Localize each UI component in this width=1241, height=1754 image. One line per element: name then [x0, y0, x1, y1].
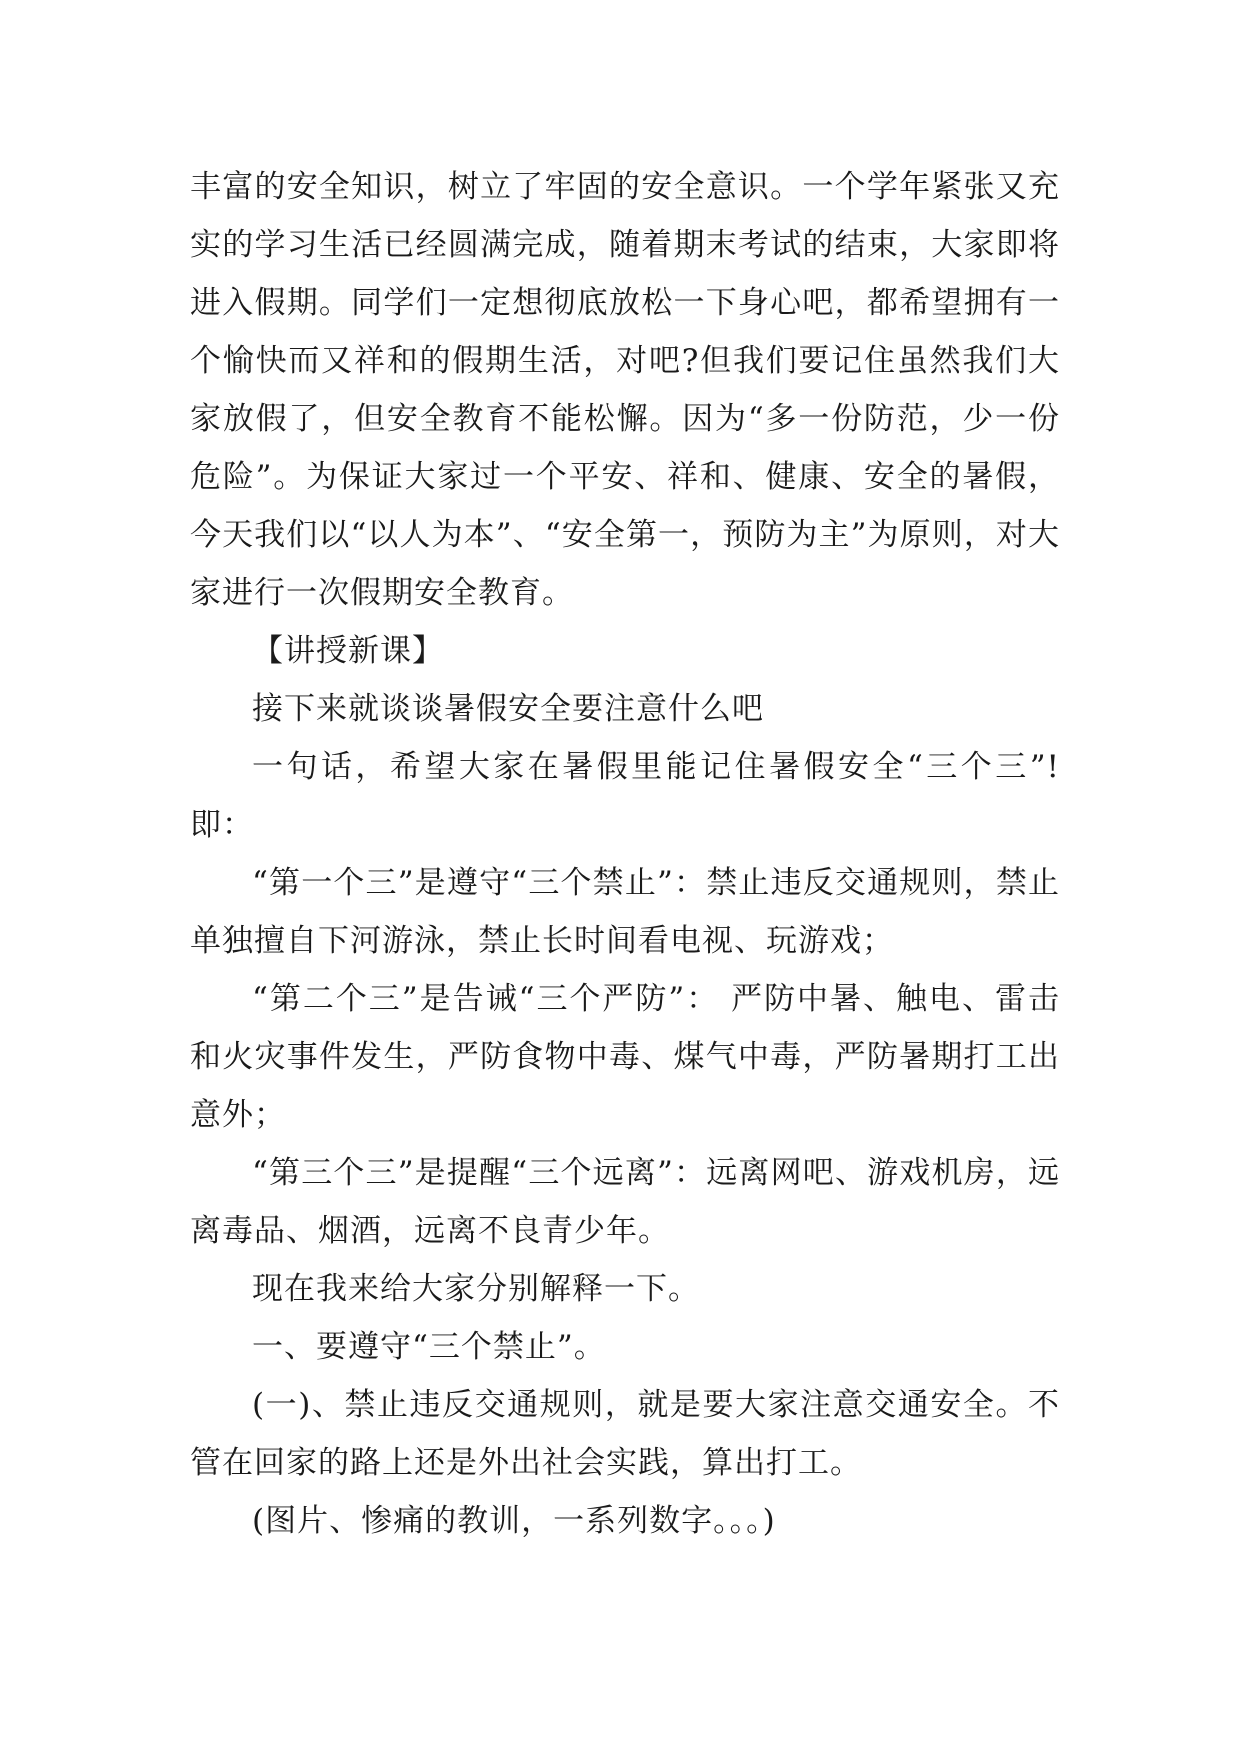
section-heading-new-lesson: 【讲授新课】 — [252, 633, 444, 669]
paragraph-intro: 丰富的安全知识，树立了牢固的安全意识。一个学年紧张又充实的学习生活已经圆满完成，随着期末考试的结束，大家即将进入假期。同学们一定想彻底放松一下身心吧，都希望拥有一个愉快而又祥和的假期生活，对吧?但我们要记住虽然我们大家放假了，但安全教育不能松懈。因为“多一份防范，少一份危险”。为保证大家过一个平安、祥和、健康、安全的暑假，今天我们以“以人为本”、“安全第一，预防为主”为原则，对大家进行一次假期安全教育。 — [190, 169, 1060, 611]
paragraph-lead-in: 接下来就谈谈暑假安全要注意什么吧 — [252, 691, 764, 727]
paragraph-explain: 现在我来给大家分别解释一下。 — [252, 1271, 700, 1307]
section-heading-three-prohibitions: 一、要遵守“三个禁止”。 — [252, 1329, 606, 1365]
paragraph-third-three: “第三个三”是提醒“三个远离”：远离网吧、游戏机房，远离毒品、烟酒，远离不良青少年。 — [190, 1155, 1060, 1249]
document-page — [190, 158, 1060, 1550]
paragraph-three-threes: 一句话，希望大家在暑假里能记住暑假安全“三个三”!即： — [190, 749, 1060, 843]
paragraph-first-three: “第一个三”是遵守“三个禁止”：禁止违反交通规则，禁止单独擅自下河游泳，禁止长时间看电视、玩游戏； — [190, 865, 1060, 959]
paragraph-second-three: “第二个三”是告诫“三个严防”： 严防中暑、触电、雷击和火灾事件发生，严防食物中毒、煤气中毒，严防暑期打工出意外； — [190, 981, 1060, 1133]
paragraph-images-note: (图片、惨痛的教训，一系列数字。。。) — [252, 1503, 776, 1539]
paragraph-traffic-rules: (一)、禁止违反交通规则，就是要大家注意交通安全。不管在回家的路上还是外出社会实践，算出打工。 — [190, 1387, 1060, 1481]
